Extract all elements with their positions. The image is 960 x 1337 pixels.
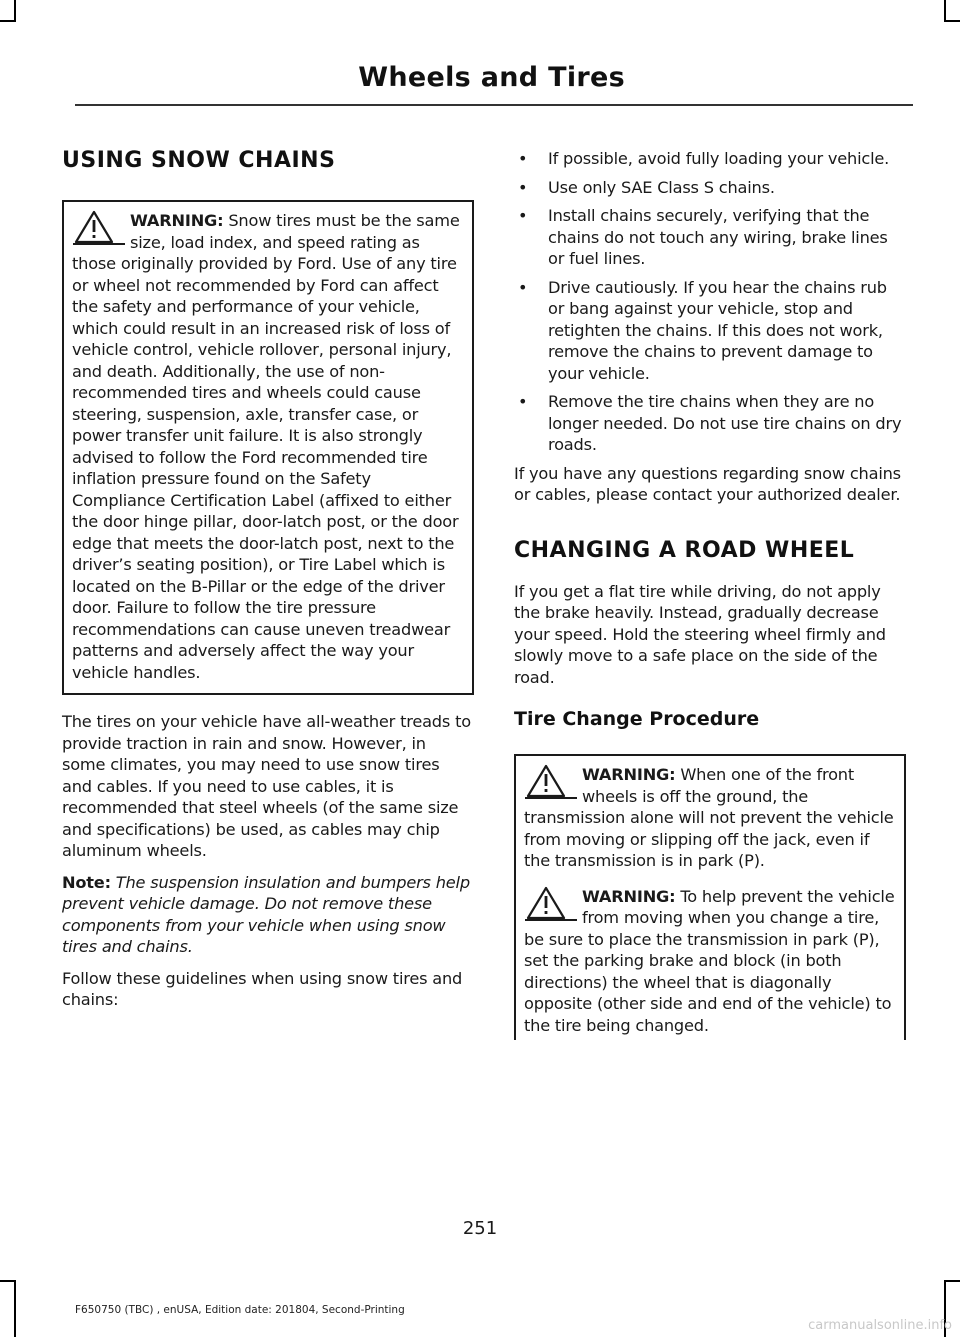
guidelines-list [514, 148, 906, 456]
crop-mark [944, 1280, 960, 1282]
right-column [514, 148, 906, 1040]
crop-mark [944, 20, 960, 22]
header-divider [75, 104, 913, 106]
crop-mark [14, 1280, 16, 1337]
paragraph: If you get a flat tire while driving, do not apply the brake heavily. Instead, gradually decrease your speed. Hold the steering wheel firmly and slowly move to a safe place on the side of the road. [514, 581, 886, 687]
warning-box [62, 200, 474, 695]
warning-label: WARNING: [582, 886, 676, 906]
warning-box [514, 754, 906, 1040]
warning-triangle-icon [524, 884, 578, 922]
paragraph: Follow these guidelines when using snow tires and chains: [62, 968, 463, 1009]
left-column [62, 148, 474, 1011]
note-text: The suspension insulation and bumpers help prevent vehicle damage. Do not remove these components from your vehicle when using snow tires and chains. [62, 872, 470, 956]
crop-mark [14, 0, 16, 22]
crop-mark [0, 1280, 16, 1282]
edition-footer: F650750 (TBC) , enUSA, Edition date: 201804, Second-Printing [75, 1304, 405, 1316]
bullet: • [518, 392, 528, 411]
note-paragraph [62, 872, 474, 958]
warning-body: To help prevent the vehicle from moving when you change a tire, be sure to place the transmission in park (P), set the parking brake and block (in both directions) the wheel that is diagonally opposite (other side and end of the vehicle) to the tire being changed. [524, 886, 895, 1035]
bullet: • [518, 277, 528, 297]
bullet: • [518, 149, 528, 168]
paragraph: If you have any questions regarding snow chains or cables, please contact your authorized dealer. [514, 463, 901, 504]
section-heading-changing-wheel: CHANGING A ROAD WHEEL [514, 537, 855, 563]
section-heading-snow-chains: USING SNOW CHAINS [62, 148, 336, 173]
paragraph: The tires on your vehicle have all-weather treads to provide traction in rain and snow. However, in some climates, you may need to use snow tires and cables. If you need to use cables, it is recommended that steel wheels (of the same size and specifications) be used, as cables may chip aluminum wheels. [62, 712, 471, 860]
page-number: 251 [462, 1218, 498, 1239]
list-item: • Use only SAE Class S chains. [518, 177, 775, 197]
warning-triangle-icon [524, 762, 578, 800]
bullet: • [518, 206, 528, 225]
list-item: • Drive cautiously. If you hear the chains rub or bang against your vehicle, stop and retighten the chains. If this does not work, remove the chains to prevent damage to your vehicle. [518, 277, 887, 383]
list-item: • Install chains securely, verifying that the chains do not touch any wiring, brake lines or fuel lines. [518, 206, 888, 268]
warning-triangle-icon [72, 208, 126, 246]
warning-text [524, 886, 896, 1037]
crop-mark [0, 20, 16, 22]
note-label: Note: [62, 872, 111, 892]
warning-text [72, 210, 464, 683]
bullet: • [518, 177, 528, 197]
warning-body: When one of the front wheels is off the ground, the transmission alone will not prevent the vehicle from moving or slipping off the jack, even if the transmission is in park (P). [524, 765, 894, 870]
warning-text [524, 764, 896, 872]
list-item: • Remove the tire chains when they are no longer needed. Do not use tire chains on dry roads. [518, 392, 902, 454]
list-item: • If possible, avoid fully loading your vehicle. [518, 149, 890, 168]
page-title: Wheels and Tires [358, 62, 625, 93]
watermark: carmanualsonline.info [808, 1318, 952, 1333]
crop-mark [944, 0, 946, 22]
subheading-tire-change: Tire Change Procedure [514, 708, 760, 730]
warning-body: Snow tires must be the same size, load index, and speed rating as those originally provided by Ford. Use of any tire or wheel not recommended by Ford can affect the safety and performance of your vehicle, which could result in an increased risk of loss of vehicle control, vehicle rollover, personal injury, and death. Additionally, the use of non-recommended tires and wheels could cause steering, suspension, axle, transfer case, or power transfer unit failure. It is also strongly advised to follow the Ford recommended tire inflation pressure found on the Safety Compliance Certification Label (affixed to either the door hinge pillar, door-latch post, or the door edge that meets the door-latch post, next to the driver’s seating position), or Tire Label which is located on the B-Pillar or the edge of the driver door. Failure to follow the tire pressure recommendations can cause uneven treadwear patterns and adversely affect the way your vehicle handles. [72, 211, 460, 682]
warning-label: WARNING: [582, 765, 676, 784]
warning-label: WARNING: [130, 211, 224, 230]
